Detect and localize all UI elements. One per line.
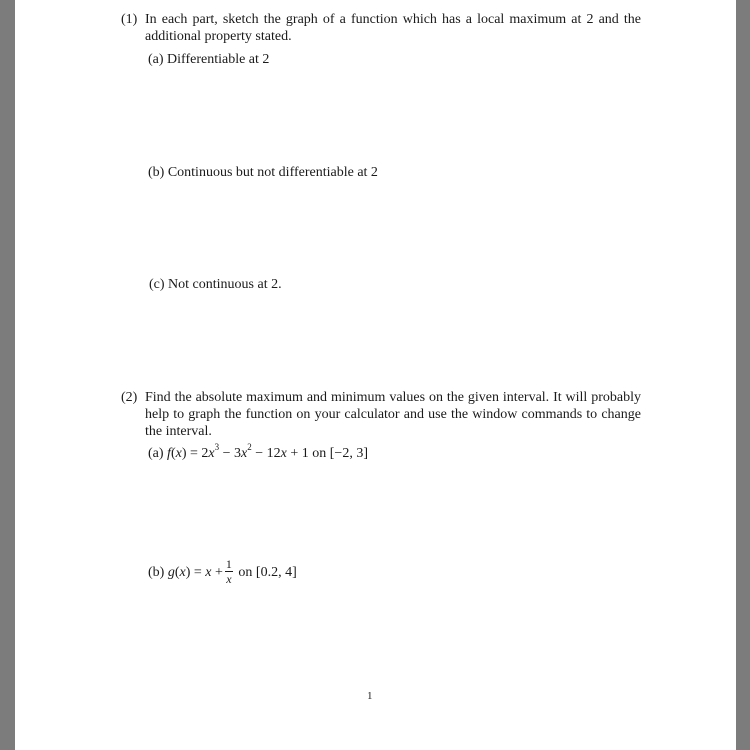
problem-1-prompt: In each part, sketch the graph of a function which has a local maximum at 2 and the additional property stated.: [145, 12, 641, 44]
problem-1a: [148, 51, 269, 68]
problem-2a-label: (a): [148, 446, 164, 461]
problem-2b-interval: [0.2, 4]: [255, 565, 297, 580]
problem-1a-text: Differentiable at 2: [167, 52, 270, 67]
page-number: 1: [367, 690, 373, 702]
problem-2a: [148, 442, 368, 462]
problem-2a-math: $f(x) = 2x^3 - 3x^2 - 12x + 1$: [167, 442, 309, 461]
document-page: [15, 0, 736, 750]
problem-1c: [149, 276, 282, 293]
problem-1-number: (1): [121, 12, 138, 27]
problem-1b: [148, 164, 378, 181]
problem-2b: [148, 556, 297, 590]
problem-2a-on: on: [312, 446, 327, 461]
problem-2-number: (2): [121, 390, 138, 405]
problem-1c-label: (c): [149, 277, 165, 292]
problem-2b-label: (b): [148, 565, 165, 580]
problem-1b-label: (b): [148, 165, 165, 180]
fraction-one-over-x: $\frac{1}{x}$: [225, 557, 232, 587]
problem-2b-on: on: [238, 565, 253, 580]
problem-1a-label: (a): [148, 52, 164, 67]
problem-1b-text: Continuous but not differentiable at 2: [167, 165, 378, 180]
problem-2a-interval: [−2, 3]: [329, 446, 368, 461]
problem-2b-math: g(x) = x + $\frac{1}{x}$: [167, 557, 232, 587]
problem-2-prompt: Find the absolute maximum and minimum values on the given interval. It will probably help to graph the function on your calculator and use the window commands to change the interval.: [145, 390, 641, 439]
problem-1c-text: Not continuous at 2.: [168, 277, 282, 292]
